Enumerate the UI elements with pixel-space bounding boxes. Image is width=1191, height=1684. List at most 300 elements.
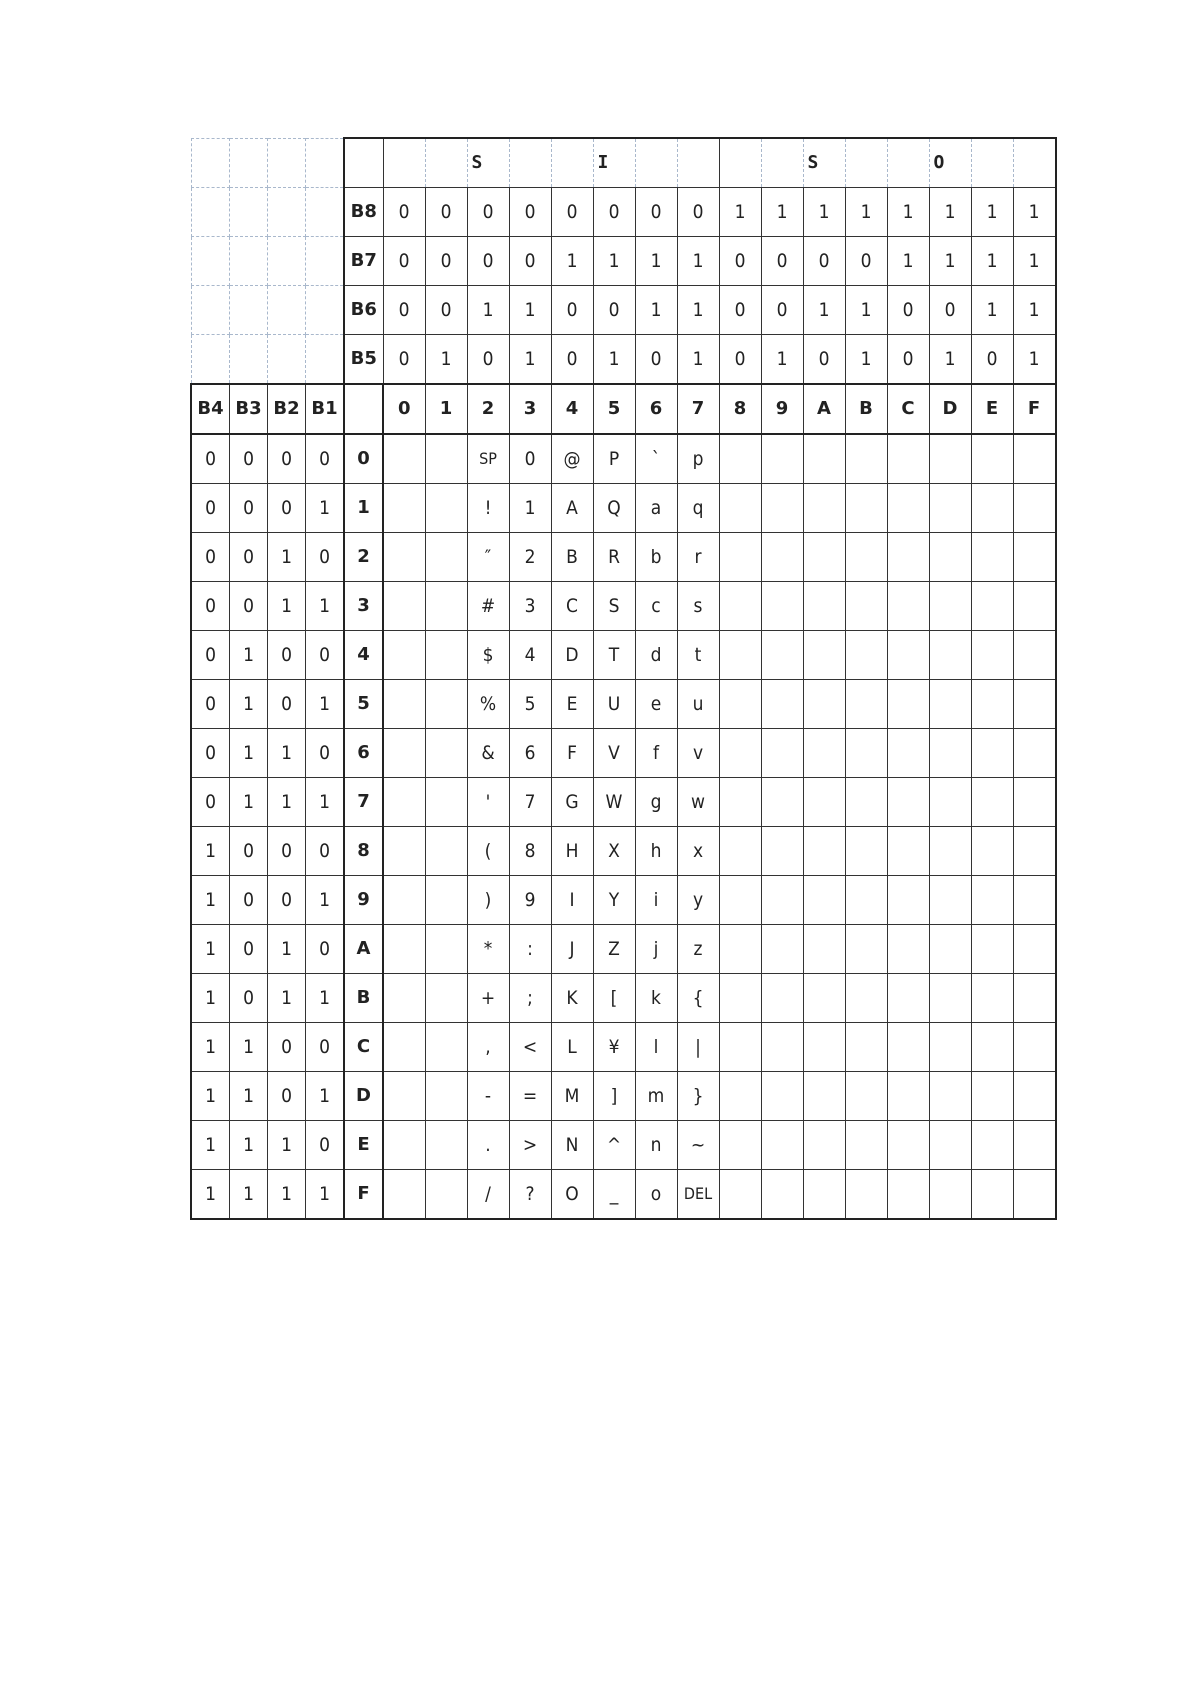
empty-cell [845,582,887,631]
char-cell: F [551,729,593,778]
empty-cell [761,876,803,925]
bit-value: 0 [635,335,677,385]
char-cell: D [551,631,593,680]
column-hex: 7 [677,384,719,434]
empty-cell [719,680,761,729]
bit-value: 1 [1013,188,1056,237]
empty-cell [971,1023,1013,1072]
empty-cell [887,582,929,631]
empty-cell [887,778,929,827]
empty-cell [845,533,887,582]
char-cell: I [551,876,593,925]
empty-cell [887,1170,929,1220]
char-cell: C [551,582,593,631]
bit-value: 0 [383,188,425,237]
char-cell: 2 [509,533,551,582]
row-bit: 1 [268,925,306,974]
empty-cell [425,484,467,533]
empty-cell [719,434,761,484]
row-hex: 1 [344,484,383,533]
empty-cell [761,680,803,729]
empty-cell [929,778,971,827]
empty-cell [803,582,845,631]
column-hex: 0 [383,384,425,434]
row-hex: E [344,1121,383,1170]
bit-value: 1 [635,286,677,335]
char-cell: ` [635,434,677,484]
char-cell: e [635,680,677,729]
empty-cell [1013,680,1056,729]
empty-cell [803,1072,845,1121]
table-row [191,484,1056,533]
char-cell: 9 [509,876,551,925]
char-cell: 7 [509,778,551,827]
row-bit: 0 [230,484,268,533]
empty-cell [425,729,467,778]
table-row [191,582,1056,631]
bit-value: 0 [803,237,845,286]
row-bit: 0 [191,582,230,631]
column-hex: 1 [425,384,467,434]
empty-cell [929,484,971,533]
empty-cell [971,533,1013,582]
empty-cell [887,1072,929,1121]
empty-cell [383,974,425,1023]
table-row [191,1170,1056,1220]
empty-cell [929,680,971,729]
bit-value: 1 [425,335,467,385]
empty-cell [383,1023,425,1072]
char-cell: p [677,434,719,484]
row-bit: 0 [191,778,230,827]
empty-cell [887,729,929,778]
bit-value: 0 [719,286,761,335]
bit-value: 1 [803,286,845,335]
bit-value: 0 [719,335,761,385]
row-hex: 2 [344,533,383,582]
empty-cell [929,1170,971,1220]
bit-value: 0 [551,286,593,335]
empty-cell [803,434,845,484]
char-cell: L [551,1023,593,1072]
empty-cell [761,827,803,876]
char-cell: ¥ [593,1023,635,1072]
empty-cell [425,974,467,1023]
char-cell: o [635,1170,677,1220]
char-cell: ) [467,876,509,925]
char-cell: d [635,631,677,680]
char-cell: ? [509,1170,551,1220]
empty-cell [383,1170,425,1220]
empty-cell [425,778,467,827]
column-hex: 3 [509,384,551,434]
empty-cell [845,1170,887,1220]
table-row [191,974,1056,1023]
empty-cell [719,1072,761,1121]
char-cell: * [467,925,509,974]
blank-cell [230,335,268,385]
table-row [191,876,1056,925]
empty-cell [1013,876,1056,925]
column-hex: 8 [719,384,761,434]
char-cell: l [635,1023,677,1072]
empty-cell [425,434,467,484]
char-cell: 0 [509,434,551,484]
bit-value: 1 [509,335,551,385]
bit-value: 0 [593,188,635,237]
row-hex: A [344,925,383,974]
bit-value: 1 [971,237,1013,286]
bit-value: 0 [383,237,425,286]
row-bit: 1 [306,1170,345,1220]
char-cell: 8 [509,827,551,876]
bit-value: 0 [509,237,551,286]
column-hex: E [971,384,1013,434]
empty-cell [761,1072,803,1121]
char-cell: # [467,582,509,631]
char-cell: Q [593,484,635,533]
row-hex: 3 [344,582,383,631]
empty-cell [761,925,803,974]
empty-cell [761,1023,803,1072]
row-bit: 1 [306,974,345,1023]
empty-cell [425,1170,467,1220]
char-cell: 4 [509,631,551,680]
empty-cell [1013,729,1056,778]
empty-cell [929,925,971,974]
empty-cell [803,1170,845,1220]
corner-cell [344,138,383,188]
row-hex: D [344,1072,383,1121]
bit-value: 0 [593,286,635,335]
empty-cell [929,1023,971,1072]
empty-cell [719,778,761,827]
char-cell: B [551,533,593,582]
char-cell: A [551,484,593,533]
empty-cell [425,631,467,680]
blank-cell [306,237,345,286]
bit-value: 0 [509,188,551,237]
bit-row-b7 [191,237,1056,286]
empty-cell [761,631,803,680]
empty-cell [887,925,929,974]
empty-cell [1013,631,1056,680]
empty-cell [971,827,1013,876]
table-row [191,925,1056,974]
bit-value: 1 [845,286,887,335]
empty-cell [845,434,887,484]
bit-value: 1 [593,237,635,286]
bit-value: 1 [971,188,1013,237]
empty-cell [845,925,887,974]
row-bit: 1 [268,974,306,1023]
column-hex: 5 [593,384,635,434]
blank-cell [268,286,306,335]
table-row [191,680,1056,729]
char-cell: = [509,1072,551,1121]
char-cell: ( [467,827,509,876]
row-bit: 1 [306,484,345,533]
blank-cell [191,335,230,385]
bit-value: 1 [887,188,929,237]
char-cell: 5 [509,680,551,729]
row-hex: C [344,1023,383,1072]
table-row [191,1072,1056,1121]
row-bit: 1 [230,1170,268,1220]
bit-value: 0 [551,335,593,385]
char-cell: T [593,631,635,680]
bit-value: 1 [845,335,887,385]
row-bit: 1 [306,1072,345,1121]
empty-cell [1013,827,1056,876]
row-bit: 1 [230,778,268,827]
bit-value: 0 [467,237,509,286]
bit-value: 1 [1013,335,1056,385]
empty-cell [971,582,1013,631]
empty-cell [383,1121,425,1170]
empty-cell [719,582,761,631]
row-bit: 1 [268,582,306,631]
empty-cell [425,1023,467,1072]
empty-cell [383,631,425,680]
row-bit: 0 [268,1072,306,1121]
char-cell: N [551,1121,593,1170]
char-cell: u [677,680,719,729]
column-hex: B [845,384,887,434]
row-bit: 1 [191,1170,230,1220]
empty-cell [1013,1023,1056,1072]
row-hex: 7 [344,778,383,827]
empty-cell [1013,1121,1056,1170]
row-bit: 0 [191,680,230,729]
blank-cell [191,286,230,335]
empty-cell [1013,582,1056,631]
empty-cell [803,827,845,876]
table-row [191,827,1056,876]
row-bit: 0 [230,876,268,925]
bit-value: 0 [425,286,467,335]
empty-cell [803,1121,845,1170]
empty-cell [803,925,845,974]
row-bit: 0 [191,434,230,484]
blank-cell [230,188,268,237]
empty-cell [971,1072,1013,1121]
shift-code-cell [887,138,929,188]
row-bit: 0 [268,876,306,925]
empty-cell [761,974,803,1023]
char-cell: ^ [593,1121,635,1170]
empty-cell [425,582,467,631]
empty-cell [929,876,971,925]
empty-cell [887,1023,929,1072]
empty-cell [383,876,425,925]
empty-cell [719,1170,761,1220]
row-bit: 1 [306,876,345,925]
empty-cell [971,974,1013,1023]
empty-cell [971,631,1013,680]
bit-label: B6 [344,286,383,335]
empty-cell [1013,533,1056,582]
char-cell: n [635,1121,677,1170]
bit-value: 1 [509,286,551,335]
row-bit: 1 [306,680,345,729]
empty-cell [425,827,467,876]
shift-code-letter: S [467,138,509,188]
empty-cell [845,827,887,876]
row-bit: 0 [230,827,268,876]
row-bit: 0 [268,1023,306,1072]
empty-cell [929,582,971,631]
empty-cell [1013,1170,1056,1220]
empty-cell [383,827,425,876]
blank-cell [268,335,306,385]
char-cell: ] [593,1072,635,1121]
char-cell: c [635,582,677,631]
char-cell: P [593,434,635,484]
empty-cell [845,1023,887,1072]
row-bit: 1 [191,974,230,1023]
bit-value: 1 [593,335,635,385]
shift-code-cell [383,138,425,188]
char-cell: b [635,533,677,582]
row-hex: 5 [344,680,383,729]
empty-cell [845,974,887,1023]
shift-code-cell [719,138,761,188]
char-cell: % [467,680,509,729]
empty-cell [425,533,467,582]
char-cell: > [509,1121,551,1170]
row-bit: 1 [191,925,230,974]
empty-cell [1013,974,1056,1023]
row-bit: 1 [230,631,268,680]
table-row [191,729,1056,778]
row-bit: 0 [306,925,345,974]
column-hex: F [1013,384,1056,434]
row-bit: 0 [306,729,345,778]
char-cell: } [677,1072,719,1121]
char-cell: / [467,1170,509,1220]
row-bit: 0 [306,533,345,582]
blank-cell [230,286,268,335]
row-bit: 0 [230,434,268,484]
char-cell: H [551,827,593,876]
empty-cell [719,484,761,533]
column-header-row [191,384,1056,434]
bit-value: 1 [719,188,761,237]
bit-value: 0 [467,188,509,237]
char-cell: + [467,974,509,1023]
blank-cell [230,138,268,188]
empty-cell [887,876,929,925]
bit-value: 0 [761,286,803,335]
blank-cell [191,237,230,286]
bit-value: 1 [971,286,1013,335]
bit-value: 1 [467,286,509,335]
row-bit: 1 [191,1023,230,1072]
empty-cell [761,778,803,827]
row-bit: 0 [268,631,306,680]
empty-cell [971,778,1013,827]
row-hex: B [344,974,383,1023]
empty-cell [803,778,845,827]
character-code-table [190,137,1057,1220]
table-row [191,1121,1056,1170]
bit-value: 1 [677,286,719,335]
bit-value: 0 [425,237,467,286]
shift-code-cell [845,138,887,188]
char-cell: V [593,729,635,778]
column-hex: D [929,384,971,434]
empty-cell [719,827,761,876]
row-hex: 8 [344,827,383,876]
low-bit-header: B3 [230,384,268,434]
row-hex: 6 [344,729,383,778]
row-bit: 0 [268,484,306,533]
blank-cell [306,138,345,188]
empty-cell [761,434,803,484]
row-bit: 1 [268,533,306,582]
char-cell: w [677,778,719,827]
row-bit: 0 [268,434,306,484]
low-bit-header: B1 [306,384,345,434]
char-cell: W [593,778,635,827]
bit-value: 1 [929,335,971,385]
row-bit: 0 [268,827,306,876]
bit-value: 1 [677,237,719,286]
table-row [191,434,1056,484]
empty-cell [761,1170,803,1220]
char-cell: K [551,974,593,1023]
empty-cell [1013,434,1056,484]
empty-cell [887,827,929,876]
row-bit: 0 [268,680,306,729]
char-cell: @ [551,434,593,484]
row-bit: 1 [230,680,268,729]
empty-cell [761,533,803,582]
empty-cell [383,778,425,827]
char-cell: SP [467,434,509,484]
empty-cell [845,680,887,729]
empty-cell [971,484,1013,533]
empty-cell [887,533,929,582]
shift-code-cell [551,138,593,188]
blank-cell [268,188,306,237]
row-hex: F [344,1170,383,1220]
char-cell: y [677,876,719,925]
bit-row-b8 [191,188,1056,237]
char-cell: ″ [467,533,509,582]
char-cell: [ [593,974,635,1023]
row-bit: 0 [230,533,268,582]
char-cell: ' [467,778,509,827]
char-cell: X [593,827,635,876]
code-table-body [191,138,1056,1219]
empty-cell [383,1072,425,1121]
row-bit: 1 [306,778,345,827]
char-cell: J [551,925,593,974]
bit-value: 0 [677,188,719,237]
char-cell: s [677,582,719,631]
empty-cell [845,1121,887,1170]
empty-cell [425,680,467,729]
char-cell: _ [593,1170,635,1220]
char-cell: E [551,680,593,729]
blank-cell [306,335,345,385]
empty-cell [803,729,845,778]
bit-value: 0 [467,335,509,385]
empty-cell [803,484,845,533]
shift-code-cell [509,138,551,188]
